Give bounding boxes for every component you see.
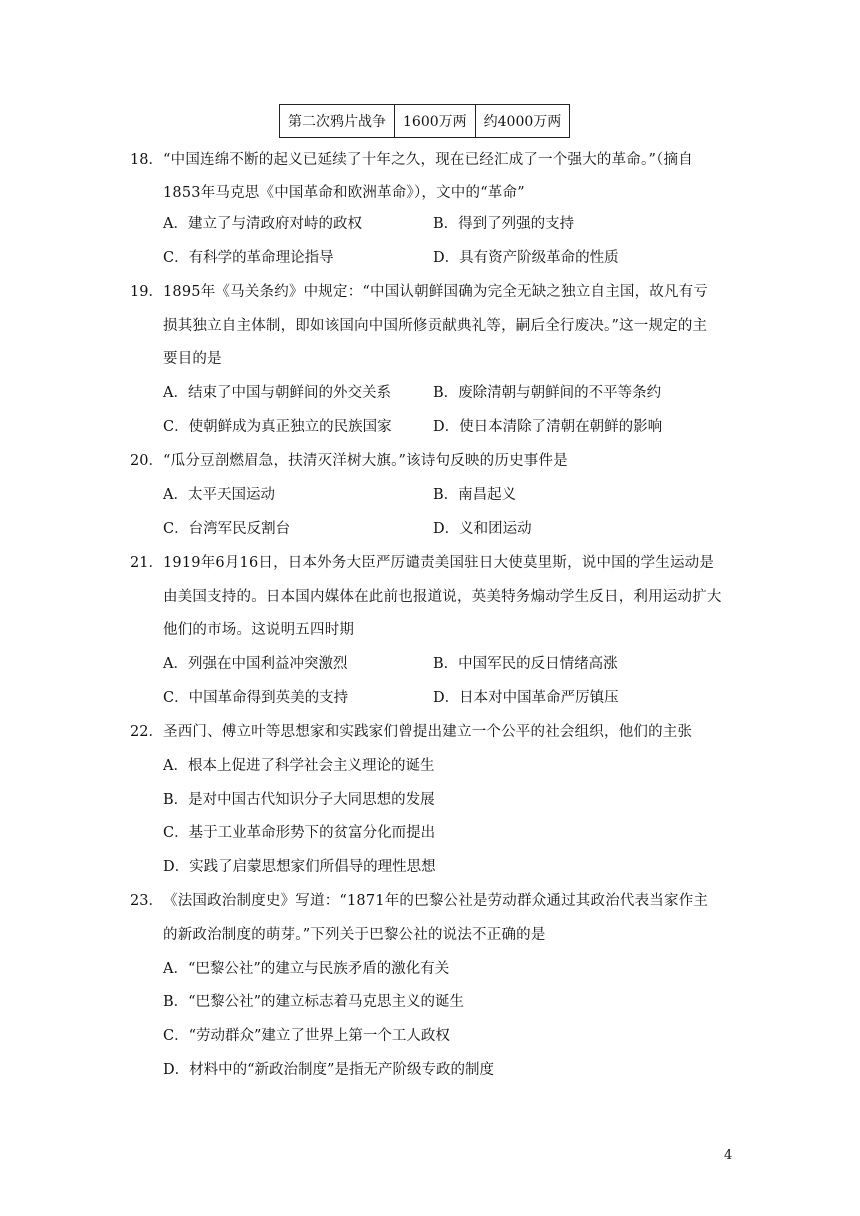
option: D．具有资产阶级革命的性质	[433, 250, 619, 266]
option: C．台湾军民反割台	[163, 521, 291, 537]
option: B．得到了列强的支持	[433, 216, 575, 232]
indemnity-table	[279, 104, 570, 138]
table-cell: 约4000万两	[475, 105, 570, 138]
option: D．实践了启蒙思想家们所倡导的理性思想	[163, 859, 436, 875]
question-text: 圣西门、傅立叶等思想家和实践家们曾提出建立一个公平的社会组织，他们的主张	[163, 724, 693, 740]
option: A．列强在中国利益冲突激烈	[163, 656, 348, 672]
question-number: 21．	[130, 555, 163, 571]
question-text: 1895年《马关条约》中规定：“中国认朝鲜国确为完全无缺之独立自主国，故凡有亏	[163, 284, 709, 300]
table-row	[280, 105, 570, 138]
question-number: 22．	[130, 724, 163, 740]
option: A．“巴黎公社”的建立与民族矛盾的激化有关	[163, 961, 450, 977]
option: B．废除清朝与朝鲜间的不平等条约	[433, 385, 662, 401]
page-number: 4	[724, 1148, 733, 1163]
question-number: 18．	[130, 152, 163, 168]
question-text: 他们的市场。这说明五四时期	[163, 622, 355, 638]
option: D．材料中的“新政治制度”是指无产阶级专政的制度	[163, 1062, 494, 1078]
option: A．结束了中国与朝鲜间的外交关系	[163, 385, 391, 401]
option: C．“劳动群众”建立了世界上第一个工人政权	[163, 1028, 450, 1044]
option: C．基于工业革命形势下的贫富分化而提出	[163, 825, 436, 841]
table-cell: 1600万两	[395, 105, 476, 138]
option: B．中国军民的反日情绪高涨	[433, 656, 618, 672]
option: B．“巴黎公社”的建立标志着马克思主义的诞生	[163, 994, 464, 1010]
question-text: 1853年马克思《中国革命和欧洲革命》），文中的“革命”	[163, 185, 525, 201]
question-text: 1919年6月16日，日本外务大臣严厉谴责美国驻日大使莫里斯，说中国的学生运动是	[163, 555, 715, 571]
option: B．南昌起义	[433, 487, 517, 503]
question-text: “瓜分豆剖燃眉急，扶清灭洋树大旗。”该诗句反映的历史事件是	[163, 453, 568, 469]
option: D．义和团运动	[433, 521, 532, 537]
option: B．是对中国古代知识分子大同思想的发展	[163, 792, 435, 808]
question-text: 由美国支持的。日本国内媒体在此前也报道说，英美特务煽动学生反日，利用运动扩大	[163, 589, 722, 605]
question-text: 要目的是	[163, 351, 222, 367]
option: D．日本对中国革命严厉镇压	[433, 690, 619, 706]
question-text: “中国连绵不断的起义已延续了十年之久，现在已经汇成了一个强大的革命。”（摘自	[163, 152, 693, 168]
option: D．使日本清除了清朝在朝鲜的影响	[433, 419, 663, 435]
question-number: 23．	[130, 893, 163, 909]
option: C．有科学的革命理论指导	[163, 250, 334, 266]
option: A．太平天国运动	[163, 487, 275, 503]
table-cell: 第二次鸦片战争	[280, 105, 395, 138]
question-text: 《法国政治制度史》写道：“1871年的巴黎公社是劳动群众通过其政治代表当家作主	[163, 893, 709, 909]
question-text: 的新政治制度的萌芽。”下列关于巴黎公社的说法不正确的是	[163, 927, 546, 943]
question-number: 20．	[130, 453, 163, 469]
option: A．建立了与清政府对峙的政权	[163, 216, 362, 232]
question-text: 损其独立自主体制，即如该国向中国所修贡献典礼等，嗣后全行废决。”这一规定的主	[163, 318, 708, 334]
option: C．使朝鲜成为真正独立的民族国家	[163, 419, 392, 435]
question-number: 19．	[130, 284, 163, 300]
option: C．中国革命得到英美的支持	[163, 690, 349, 706]
option: A．根本上促进了科学社会主义理论的诞生	[163, 758, 435, 774]
